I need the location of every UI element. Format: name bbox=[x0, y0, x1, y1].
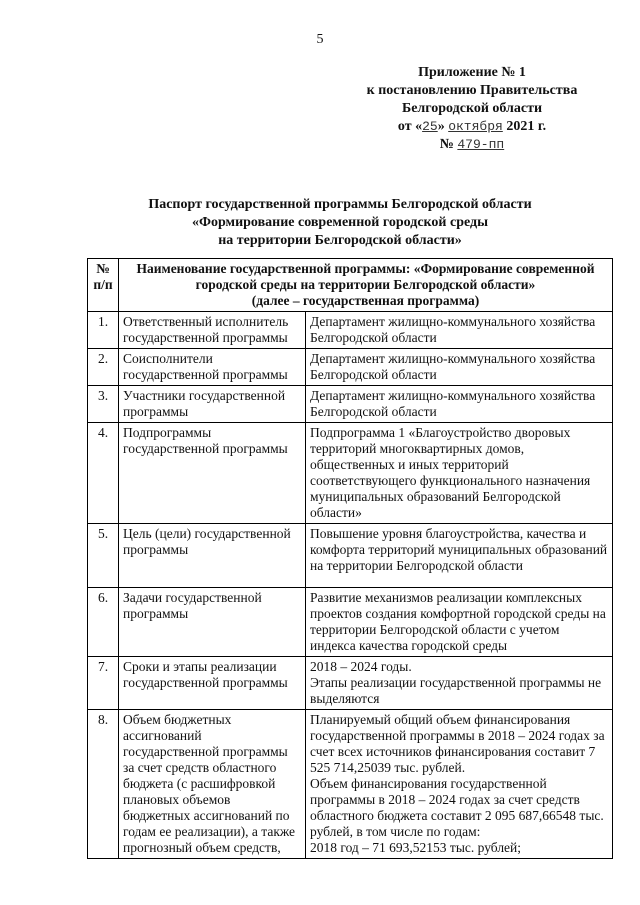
date-prefix: от « bbox=[397, 119, 423, 134]
date-year: 2021 г. bbox=[502, 119, 547, 134]
row-num: 1. bbox=[88, 312, 119, 349]
row-value-year-2018: 2018 год – 71 693,52153 тыс. рублей; bbox=[310, 840, 522, 855]
header-program-name-text: Наименование государственной программы: «Формирование современной городской среды на территории Белгородской области» bbox=[136, 261, 595, 292]
row-num: 5. bbox=[88, 524, 119, 588]
row-value-total: Планируемый общий объем финансирования государственной программы в 2018 – 2024 годах за счет всех источников финансирования составит 7 525 714,25039 тыс. рублей. bbox=[310, 712, 605, 775]
row-value: Департамент жилищно-коммунального хозяйства Белгородской области bbox=[306, 386, 613, 423]
row-name: Цель (цели) государственной программы bbox=[119, 524, 306, 588]
row-num: 4. bbox=[88, 423, 119, 524]
row-num: 7. bbox=[88, 657, 119, 710]
appendix-number bbox=[342, 136, 602, 154]
row-value-regional: Объем финансирования государственной программы в 2018 – 2024 годах за счет средств областного бюджета составит 2 095 687,66548 тыс. рублей, в том числе по годам: bbox=[310, 776, 604, 839]
date-month: октября bbox=[448, 119, 503, 134]
row-value: Развитие механизмов реализации комплексных проектов создания комфортной городской среды на территории Белгородской области с учетом индекса качества городской среды bbox=[306, 588, 613, 657]
appendix-line-decree: к постановлению Правительства bbox=[366, 83, 578, 98]
row-name: Соисполнители государственной программы bbox=[119, 349, 306, 386]
date-mid: » bbox=[437, 119, 449, 134]
page-number: 5 bbox=[316, 32, 324, 47]
row-num: 3. bbox=[88, 386, 119, 423]
date-day: 25 bbox=[422, 119, 438, 134]
table-row bbox=[88, 312, 613, 349]
appendix-line-region: Белгородской области bbox=[401, 101, 543, 116]
row-value: Департамент жилищно-коммунального хозяйства Белгородской области bbox=[306, 349, 613, 386]
row-value bbox=[306, 710, 613, 859]
passport-table bbox=[87, 258, 613, 859]
row-value-period: 2018 – 2024 годы. bbox=[310, 659, 412, 674]
row-name: Объем бюджетных ассигнований государственной программы за счет средств областного бюджета (с расшифровкой плановых объемов бюджетных ассигнований по годам ее реализации), а также прогнозный объем средств, bbox=[119, 710, 306, 859]
row-num: 6. bbox=[88, 588, 119, 657]
number-value: 479-пп bbox=[457, 137, 505, 152]
appendix-title: Приложение № 1 bbox=[418, 65, 526, 80]
table-header-row bbox=[88, 259, 613, 312]
header-program-short: (далее – государственная программа) bbox=[251, 293, 480, 308]
row-name: Сроки и этапы реализации государственной программы bbox=[119, 657, 306, 710]
row-value: Департамент жилищно-коммунального хозяйства Белгородской области bbox=[306, 312, 613, 349]
document-title bbox=[90, 196, 590, 250]
table-row bbox=[88, 524, 613, 588]
table-row bbox=[88, 386, 613, 423]
row-value: Повышение уровня благоустройства, качества и комфорта территорий муниципальных образований на территории Белгородской области bbox=[306, 524, 613, 588]
header-num: № п/п bbox=[88, 259, 119, 312]
row-value-stages: Этапы реализации государственной программы не выделяются bbox=[310, 675, 602, 706]
title-line-3: на территории Белгородской области» bbox=[218, 233, 462, 248]
number-prefix: № bbox=[439, 137, 458, 152]
appendix-date bbox=[342, 118, 602, 136]
row-name: Подпрограммы государственной программы bbox=[119, 423, 306, 524]
title-line-2: «Формирование современной городской среды bbox=[191, 215, 489, 230]
table-row bbox=[88, 423, 613, 524]
row-name: Задачи государственной программы bbox=[119, 588, 306, 657]
header-program-name bbox=[119, 259, 613, 312]
table-row bbox=[88, 657, 613, 710]
table-row bbox=[88, 710, 613, 859]
row-name: Ответственный исполнитель государственной программы bbox=[119, 312, 306, 349]
table-row bbox=[88, 349, 613, 386]
row-name: Участники государственной программы bbox=[119, 386, 306, 423]
title-line-1: Паспорт государственной программы Белгородской области bbox=[148, 197, 532, 212]
row-value: Подпрограмма 1 «Благоустройство дворовых территорий многоквартирных домов, общественных и иных территорий соответствующего функционального назначения муниципальных образований Белгородской области» bbox=[306, 423, 613, 524]
table-row bbox=[88, 588, 613, 657]
row-num: 8. bbox=[88, 710, 119, 859]
appendix-block bbox=[342, 64, 602, 154]
row-value bbox=[306, 657, 613, 710]
row-num: 2. bbox=[88, 349, 119, 386]
